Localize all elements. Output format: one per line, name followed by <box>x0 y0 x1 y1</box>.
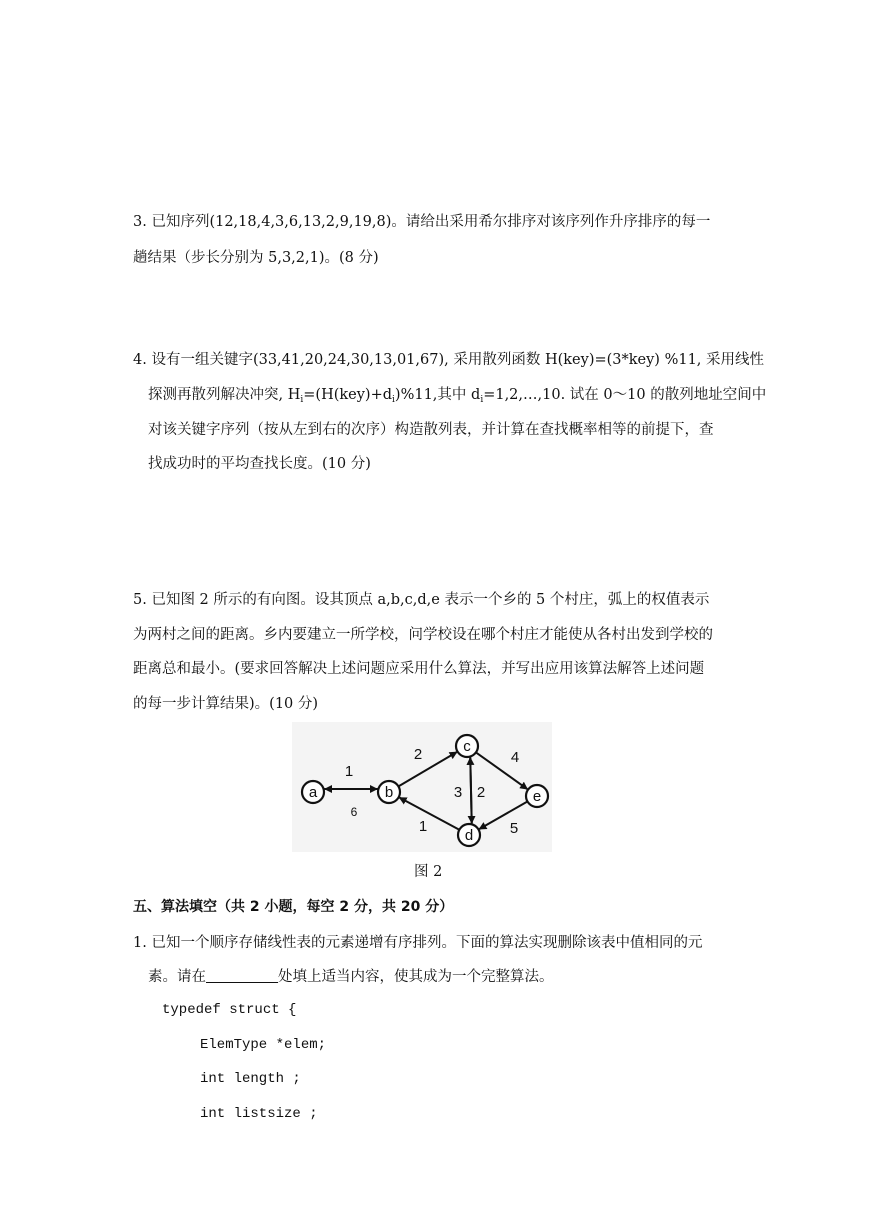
q4-sub-1: i <box>300 395 304 405</box>
s5-q1-line-2b: 处填上适当内容，使其成为一个完整算法。 <box>278 969 554 985</box>
q5-line-2: 为两村之间的距离。乡内要建立一所学校，问学校设在哪个村庄才能使从各村出发到学校的 <box>133 627 713 643</box>
vertex-label-d: d <box>464 827 474 844</box>
q4-line-2c: )%11,其中 d <box>394 387 481 403</box>
vertex-label-b: b <box>384 784 394 801</box>
q5-line-1: 5. 已知图 2 所示的有向图。设其顶点 a,b,c,d,e 表示一个乡的 5 个村庄，弧上的权值表示 <box>133 592 710 608</box>
vertex-label-c: c <box>463 738 471 755</box>
edge-weight-a-b: 1 <box>344 763 354 780</box>
fill-in-blank <box>206 968 278 983</box>
edge-weight-b-a: 6 <box>350 805 358 819</box>
directed-graph-figure <box>292 722 552 852</box>
edge-weight-c-d: 2 <box>476 784 486 801</box>
figure-caption: 图 2 <box>414 864 443 880</box>
edge-weight-d-c: 3 <box>453 784 463 801</box>
edge-weight-b-c: 2 <box>413 746 423 763</box>
q4-line-3: 对该关键字序列（按从左到右的次序）构造散列表，并计算在查找概率相等的前提下，查 <box>148 422 714 438</box>
q4-line-1: 4. 设有一组关键字(33,41,20,24,30,13,01,67), 采用散列函数 H(key)=(3*key) %11, 采用线性 <box>133 352 765 368</box>
q4-sub-3: i <box>480 395 484 405</box>
q3-line-2: 趟结果（步长分别为 5,3,2,1)。(8 分) <box>133 250 379 266</box>
q4-line-2d: =1,2,…,10. 试在 0～10 的散列地址空间中 <box>483 387 767 403</box>
edge-weight-d-b: 1 <box>418 818 428 835</box>
vertex-label-e: e <box>532 788 542 805</box>
q4-line-2b: =(H(key)+d <box>303 387 393 403</box>
s5-q1-line-2a: 素。请在 <box>148 969 206 985</box>
q4-line-2 <box>148 385 766 410</box>
q5-line-3: 距离总和最小。(要求回答解决上述问题应采用什么算法，并写出应用该算法解答上述问题 <box>133 661 705 677</box>
edge-weight-c-e: 4 <box>510 749 520 766</box>
edge-weight-e-d: 5 <box>509 820 519 837</box>
q4-line-4: 找成功时的平均查找长度。(10 分) <box>148 456 371 472</box>
code-line-4: int listsize ; <box>200 1106 318 1122</box>
q5-line-4: 的每一步计算结果)。(10 分) <box>133 696 319 712</box>
q4-sub-2: i <box>392 395 395 405</box>
q3-line-1: 3. 已知序列(12,18,4,3,6,13,2,9,19,8)。请给出采用希尔排序对该序列作升序排序的每一 <box>133 214 711 230</box>
code-line-3: int length ; <box>200 1071 301 1087</box>
section-heading: 五、算法填空（共 2 小题，每空 2 分，共 20 分） <box>133 899 454 915</box>
s5-q1-line-1: 1. 已知一个顺序存储线性表的元素递增有序排列。下面的算法实现删除该表中值相同的元 <box>133 935 703 951</box>
vertex-label-a: a <box>308 784 318 801</box>
s5-q1-line-2 <box>148 967 554 987</box>
code-line-2: ElemType *elem; <box>200 1037 327 1053</box>
q4-line-2a: 探测再散列解决冲突, H <box>148 387 301 403</box>
code-line-1: typedef struct { <box>162 1002 297 1018</box>
